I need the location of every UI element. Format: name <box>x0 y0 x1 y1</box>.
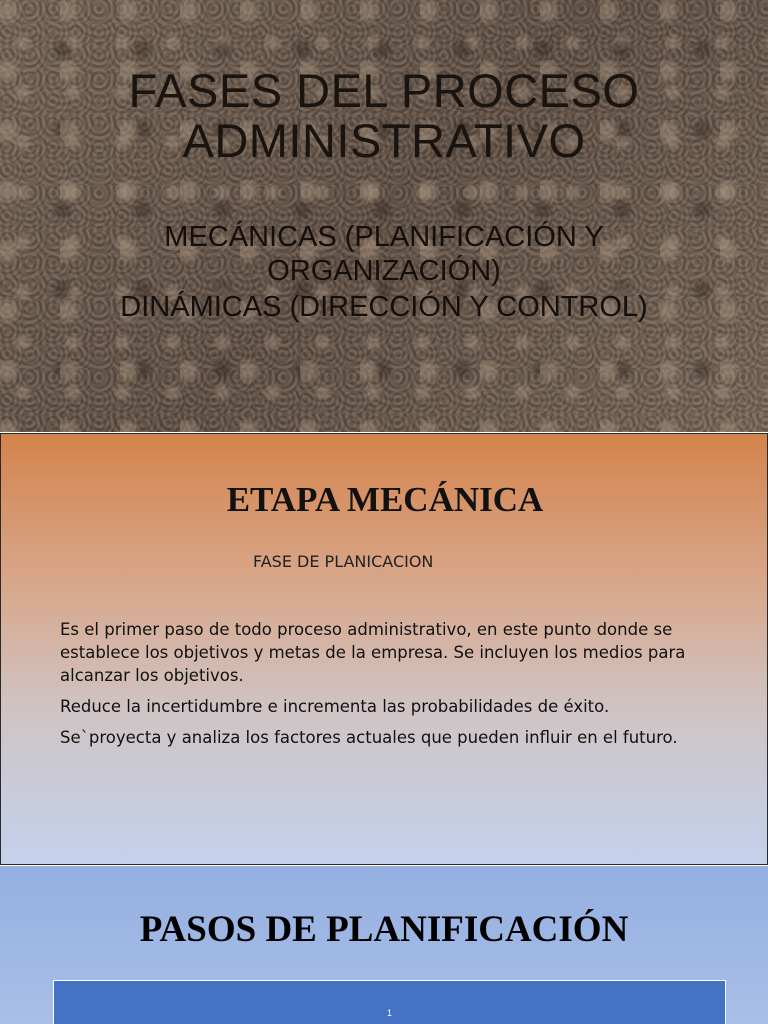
slide-body <box>60 618 720 757</box>
subtitle-line-1: MECÁNICAS (PLANIFICACIÓN Y <box>164 221 604 253</box>
slide-etapa-mecanica <box>0 433 768 865</box>
table-header-cell: 1 <box>386 1008 392 1018</box>
subtitle-line-2: ORGANIZACIÓN) <box>267 255 501 287</box>
body-paragraph-1: Es el primer paso de todo proceso administrativo, en este punto donde se establece los objetivos y metas de la empresa. Se incluyen los medios para alcanzar los objetivos. <box>60 620 686 685</box>
slide-heading: PASOS DE PLANIFICACIÓN <box>139 909 629 950</box>
slide-heading: ETAPA MECÁNICA <box>226 480 544 519</box>
body-paragraph-3: Se`proyecta y analiza los factores actuales que pueden influir en el futuro. <box>60 728 678 747</box>
presentation-subtitle <box>0 220 768 324</box>
title-line-2: ADMINISTRATIVO <box>182 114 586 167</box>
body-paragraph-2: Reduce la incertidumbre e incrementa las probabilidades de éxito. <box>60 697 610 716</box>
title-line-1: FASES DEL PROCESO <box>128 64 640 117</box>
presentation-title <box>0 66 768 166</box>
slide-subheading: FASE DE PLANICACION <box>253 552 434 571</box>
table-header-row <box>53 980 726 1024</box>
slide-title <box>0 0 768 432</box>
slide-pasos-planificacion <box>0 866 768 1024</box>
subtitle-line-3: DINÁMICAS (DIRECCIÓN Y CONTROL) <box>120 291 648 323</box>
